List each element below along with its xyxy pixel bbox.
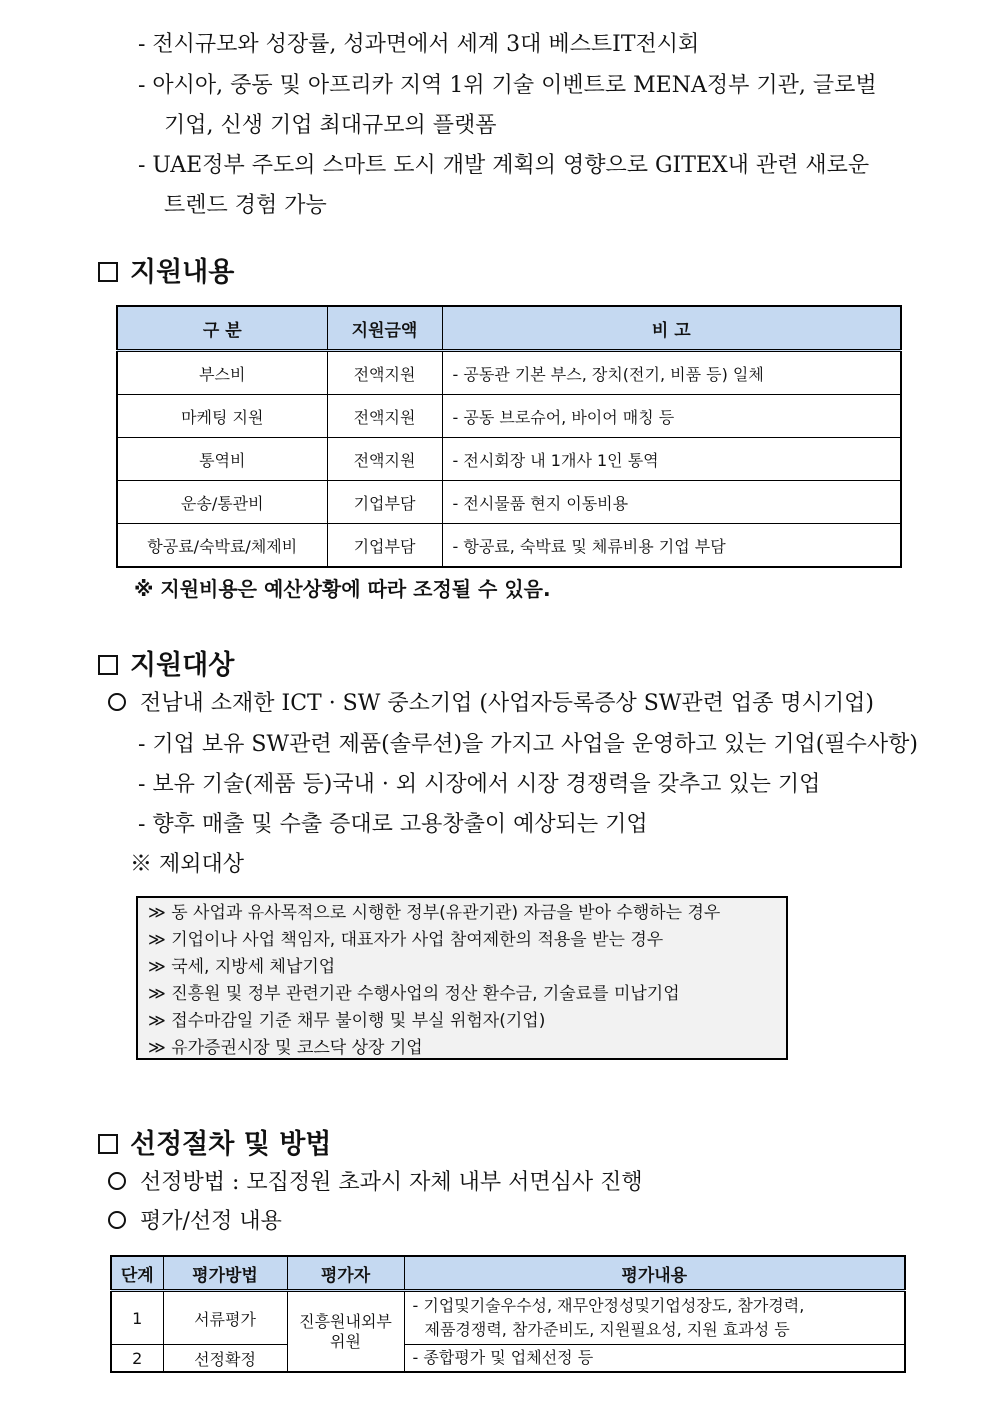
selection-cell-step: 2 [111,1345,163,1373]
target-bullet-2: - 보유 기술(제품 등)국내 · 외 시장에서 시장 경쟁력을 갖추고 있는 기업 [138,772,821,797]
support-table [116,305,902,568]
intro-bullet-2: - 아시아, 중동 및 아프리카 지역 1위 기술 이벤트로 MENA정부 기관, 글로벌 [138,73,877,98]
intro-bullet-3-cont: 트렌드 경험 가능 [164,193,327,218]
support-cell-amount: 기업부담 [327,481,442,524]
circle-bullet-icon [108,1172,126,1190]
target-bullet-3: - 향후 매출 및 수출 증대로 고용창출이 예상되는 기업 [138,812,648,837]
selection-col-step: 단계 [111,1256,163,1291]
exclusion-label: ※ 제외대상 [130,852,245,877]
support-cell-category: 통역비 [117,438,327,481]
support-footnote: ※ 지원비용은 예산상황에 따라 조정될 수 있음. [134,577,551,601]
intro-bullet-2-cont: 기업, 신생 기업 최대규모의 플랫폼 [164,113,497,138]
support-cell-category: 항공료/숙박료/체제비 [117,524,327,568]
support-cell-category: 운송/통관비 [117,481,327,524]
checkbox-icon [98,1134,118,1154]
section-support-heading [98,250,234,289]
selection-cell-content: - 종합평가 및 업체선정 등 [404,1345,905,1373]
support-cell-category: 부스비 [117,351,327,395]
target-main [108,690,874,718]
target-bullet-1: - 기업 보유 SW관련 제품(솔루션)을 가지고 사업을 운영하고 있는 기업(필수사항) [138,732,918,757]
table-row [117,438,901,481]
support-cell-category: 마케팅 지원 [117,395,327,438]
selection-cell-step: 1 [111,1291,163,1345]
support-col-category: 구 분 [117,306,327,351]
section-support-title: 지원내용 [130,257,235,288]
support-cell-amount: 전액지원 [327,395,442,438]
selection-col-evaluator: 평가자 [287,1256,404,1291]
selection-cell-content [404,1291,905,1345]
support-cell-note: - 공동관 기본 부스, 장치(전기, 비품 등) 일체 [442,351,901,395]
exclusion-item: ≫ 기업이나 사업 책임자, 대표자가 사업 참여제한의 적용을 받는 경우 [148,930,664,950]
checkbox-icon [98,655,118,675]
selection-item-text: 평가/선정 내용 [140,1209,282,1234]
section-selection-heading [98,1122,331,1161]
selection-cell-method: 선정확정 [163,1345,287,1373]
support-cell-note: - 공동 브로슈어, 바이어 매칭 등 [442,395,901,438]
section-selection-title: 선정절차 및 방법 [130,1129,332,1160]
selection-col-content: 평가내용 [404,1256,905,1291]
evaluator-line: 위원 [330,1331,361,1351]
exclusion-item: ≫ 접수마감일 기준 채무 불이행 및 부실 위험자(기업) [148,1011,546,1031]
circle-bullet-icon [108,1211,126,1229]
exclusion-item: ≫ 유가증권시장 및 코스닥 상장 기업 [148,1038,423,1058]
table-row [117,524,901,568]
selection-item-text: 선정방법 : 모집정원 초과시 자체 내부 서면심사 진행 [140,1170,643,1195]
support-cell-note: - 전시물품 현지 이동비용 [442,481,901,524]
support-cell-note: - 전시회장 내 1개사 1인 통역 [442,438,901,481]
selection-col-method: 평가방법 [163,1256,287,1291]
table-row [111,1291,905,1345]
table-row [117,481,901,524]
selection-cell-method: 서류평가 [163,1291,287,1345]
support-cell-amount: 기업부담 [327,524,442,568]
support-cell-amount: 전액지원 [327,351,442,395]
content-line: - 기업및기술우수성, 재무안정성및기업성장도, 참가경력, [412,1296,805,1315]
support-col-amount: 지원금액 [327,306,442,351]
circle-bullet-icon [108,693,126,711]
support-col-note: 비 고 [442,306,901,351]
table-row [111,1345,905,1373]
selection-cell-evaluator [287,1291,404,1373]
intro-bullet-3: - UAE정부 주도의 스마트 도시 개발 계획의 영향으로 GITEX내 관련 새로운 [138,153,870,178]
selection-table [110,1255,906,1373]
exclusion-box [136,896,788,1060]
support-cell-note: - 항공료, 숙박료 및 체류비용 기업 부담 [442,524,901,568]
target-main-text: 전남내 소재한 ICT · SW 중소기업 (사업자등록증상 SW관련 업종 명시기업) [140,691,874,716]
checkbox-icon [98,262,118,282]
table-row [117,395,901,438]
section-target-title: 지원대상 [130,650,235,681]
table-row [117,351,901,395]
exclusion-item: ≫ 동 사업과 유사목적으로 시행한 정부(유관기관) 자금을 받아 수행하는 경우 [148,903,721,923]
selection-item-2 [108,1208,282,1236]
content-line: 제품경쟁력, 참가준비도, 지원필요성, 지원 효과성 등 [424,1320,790,1339]
evaluator-line: 진흥원내외부 [299,1311,392,1331]
selection-item-1 [108,1169,643,1197]
section-target-heading [98,643,234,682]
intro-bullet-1: - 전시규모와 성장률, 성과면에서 세계 3대 베스트IT전시회 [138,32,700,57]
exclusion-item: ≫ 진흥원 및 정부 관련기관 수행사업의 정산 환수금, 기술료를 미납기업 [148,984,680,1004]
support-cell-amount: 전액지원 [327,438,442,481]
exclusion-item: ≫ 국세, 지방세 체납기업 [148,957,336,977]
